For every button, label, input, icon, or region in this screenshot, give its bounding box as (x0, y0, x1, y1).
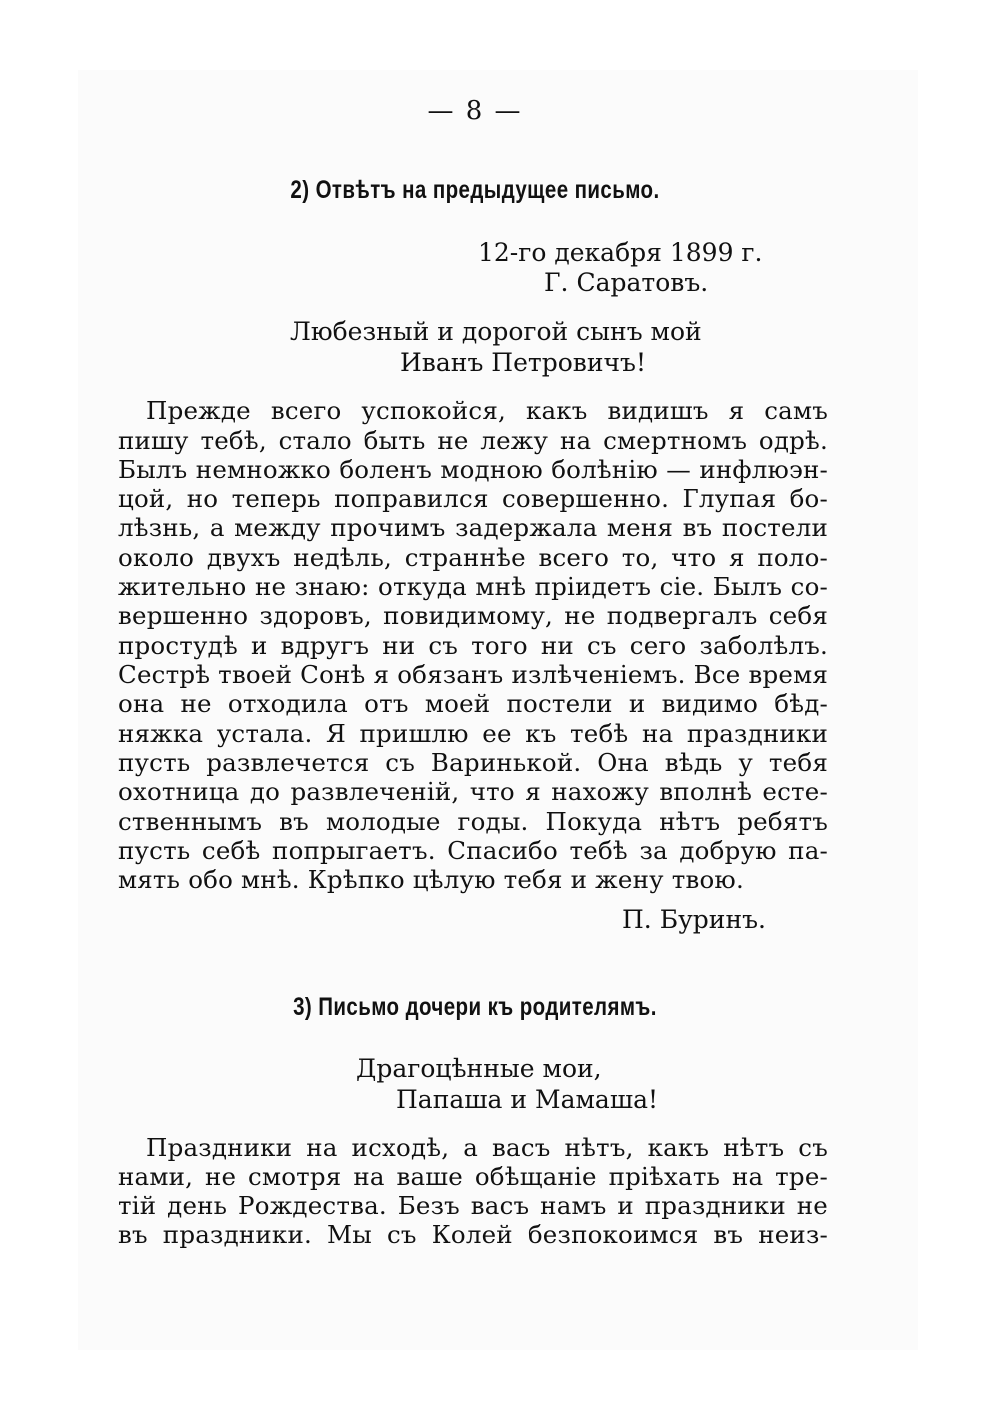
text-line: лѣзнь, а между прочимъ задержала меня въ постели (118, 513, 828, 542)
text-line: тій день Рождества. Безъ васъ намъ и праздники не (118, 1191, 828, 1220)
text-line: мять обо мнѣ. Крѣпко цѣлую тебя и жену твою. (118, 865, 744, 894)
text-line: Былъ немножко боленъ модною болѣнію — инфлюэн- (118, 455, 828, 484)
text-line: она не отходила отъ моей постели и видимо бѣд- (118, 689, 828, 718)
signature: П. Буринъ. (622, 905, 766, 934)
text-line: вершенно здоровъ, повидимому, не подвергалъ себя (118, 601, 828, 630)
text-line: Праздники на исходѣ, а васъ нѣтъ, какъ нѣтъ съ (146, 1133, 828, 1162)
salutation-line-1: Любезный и дорогой сынъ мой (290, 317, 702, 346)
text-line: жительно не знаю: откуда мнѣ пріидетъ сіе. Былъ со- (118, 572, 828, 601)
letter-date: 12-го декабря 1899 г. (478, 238, 763, 267)
text-line: около двухъ недѣль, страннѣе всего то, что я поло- (118, 543, 828, 572)
text-line: пусть себѣ попрыгаетъ. Спасибо тебѣ за добрую па- (118, 836, 828, 865)
text-line: простудѣ и вдругъ ни съ того ни съ сего заболѣлъ. (118, 631, 828, 660)
text-line: Прежде всего успокойся, какъ видишъ я самъ (146, 396, 828, 425)
section-heading-3: 3) Письмо дочери къ родителямъ. (293, 993, 657, 1021)
text-line: охотница до развлеченій, что я нахожу вполнѣ есте- (118, 777, 828, 806)
salutation-line-2: Иванъ Петровичъ! (400, 348, 646, 377)
section-heading-2: 2) Отвѣтъ на предыдущее письмо. (290, 176, 660, 204)
text-line: няжка устала. Я пришлю ее къ тебѣ на праздники (118, 719, 828, 748)
page-number: — 8 — (427, 96, 523, 126)
salutation-line-1: Драгоцѣнные мои, (356, 1054, 602, 1083)
text-line: ственнымъ въ молодые годы. Покуда нѣтъ ребятъ (118, 807, 828, 836)
letter-place: Г. Саратовъ. (544, 268, 709, 297)
text-line: Сестрѣ твоей Сонѣ я обязанъ излѣченіемъ. Все время (118, 660, 828, 689)
text-line: цой, но теперь поправился совершенно. Глупая бо- (118, 484, 828, 513)
salutation-line-2: Папаша и Мамаша! (396, 1085, 659, 1114)
text-line: пусть развлечется съ Варинькой. Она вѣдь у тебя (118, 748, 828, 777)
text-line: нами, не смотря на ваше обѣщаніе пріѣхать на тре- (118, 1162, 828, 1191)
text-line: въ праздники. Мы съ Колей безпокоимся въ неиз- (118, 1220, 828, 1249)
text-line: пишу тебѣ, стало быть не лежу на смертномъ одрѣ. (118, 426, 828, 455)
